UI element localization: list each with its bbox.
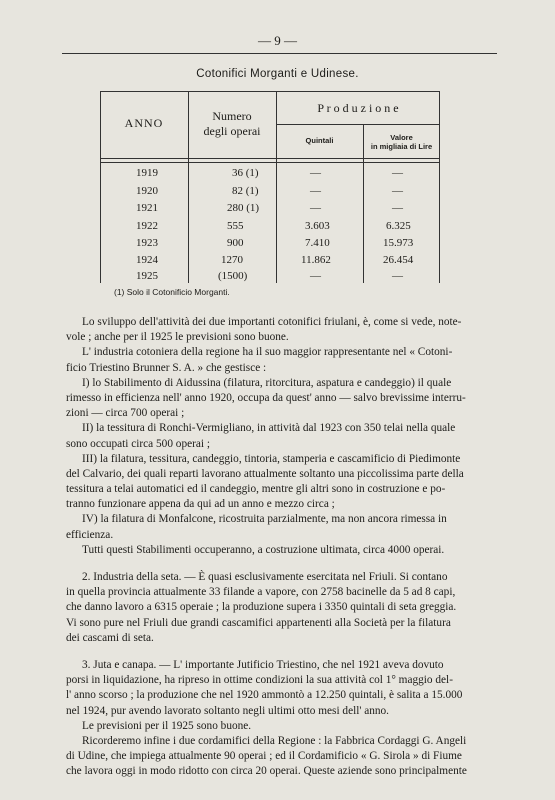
table-divider [100,162,440,163]
section-heading-line: 3. Juta e canapa. — L' importante Jutificio Triestino, che nel 1921 aveva dovuto [82,658,444,671]
cell-operai: 280 (1) [227,202,260,214]
text-line: zioni — circa 700 operai ; [66,407,185,420]
text-line: II) la tessitura di Ronchi-Vermigliano, in attività dal 1923 con 350 telai nella quale [82,422,456,435]
cell-anno: 1923 [136,237,158,249]
text-line: l' anno scorso ; la produzione che nel 1920 ammontò a 12.250 quintali, è salita a 15.000 [66,689,463,702]
cell-valore: 6.325 [386,220,411,232]
cell-operai: 555 [227,220,244,232]
cell-anno: 1924 [136,254,158,266]
cell-quintali: — [310,202,321,214]
text-line: sono occupati circa 500 operai ; [66,437,210,450]
cell-anno: 1921 [136,202,158,214]
body-text [66,315,498,779]
text-line: IV) la filatura di Monfalcone, ricostruita parzialmente, ma non ancora rimessa in [82,513,447,526]
text-line: che danno lavoro a 6315 operaie ; la produzione supera i 3350 quintali di seta greggia. [66,601,457,614]
header-quintali: Quintali [305,136,334,145]
text-line: tranno funzionare appena da qui ad un anno e mezzo circa ; [66,498,335,511]
text-line: Le previsioni per il 1925 sono buone. [82,719,252,732]
text-line: L' industria cotoniera della regione ha il suo maggior rappresentante nel « Cotoni- [82,346,453,359]
text-line: di Udine, che impiega attualmente 90 operai ; ed il Cordamificio « G. Sirola » di Fiume [66,750,462,763]
cell-quintali: 7.410 [305,237,330,249]
cell-anno: 1919 [136,167,158,179]
cell-valore: 15.973 [383,237,414,249]
page-number: — 9 — [258,33,297,48]
text-line: dei cascami di seta. [66,631,154,644]
table-divider [100,158,440,159]
cell-quintali: 3.603 [305,220,330,232]
cell-anno: 1920 [136,185,158,197]
header-rule [62,53,497,54]
cell-valore: 26.454 [383,254,414,266]
text-line: rimesso in efficienza nell' anno 1920, occupa da quest' anno — salvo brevissime interru- [66,391,466,404]
cell-operai: 1270 [221,254,243,266]
paragraph-gap [66,558,498,570]
table-footnote: (1) Solo il Cotonificio Morganti. [114,287,230,297]
text-line: tessitura a telai automatici ed il candeggio, mentre gli altri sono in costruzione e po- [66,483,446,496]
text-line: porsi in liquidazione, ha ripreso in ottime condizioni la sua attività col 1° maggio del- [66,674,453,687]
text-line: ficio Triestino Brunner S. A. » che gestisce : [66,361,267,374]
text-line: nel 1924, pur avendo lavorato soltanto negli ultimi otto mesi dell' anno. [66,704,389,717]
text-line: I) lo Stabilimento di Aidussina (filatura, ritorcitura, aspatura e candeggio) il quale [82,376,452,389]
paragraph-gap [66,646,498,658]
cell-quintali: — [310,185,321,197]
cell-operai: 82 (1) [232,185,259,197]
text-line: Lo sviluppo dell'attività dei due importanti cotonifici friulani, è, come si vede, note- [82,316,462,328]
cell-anno: 1925 [136,270,158,282]
table-divider [276,124,440,125]
header-valore-line1: Valore [390,133,413,142]
cell-valore: — [392,167,403,179]
cell-quintali: — [310,270,321,282]
cell-operai: 36 (1) [232,167,259,179]
header-valore-line2: in migliaia di Lire [370,142,433,151]
text-line: che lavora oggi in modo ridotto con circa 20 operai. Queste aziende sono principalmente [66,765,467,778]
text-line: in quella provincia attualmente 33 filande a vapore, con 2758 bacinelle da 5 ad 8 capi, [66,586,456,599]
cell-valore: — [392,202,403,214]
section-heading-line: 2. Industria della seta. — È quasi esclusivamente esercitata nel Friuli. Si contano [82,571,448,583]
cell-quintali: — [310,167,321,179]
text-line: del Calvario, dei quali reparti lavorano attualmente soltanto una piccolissima parte della [66,467,464,480]
text-line: efficienza. [66,528,114,541]
header-numero-line1: Numero [212,109,252,123]
text-line: III) la filatura, tessitura, candeggio, tintoria, stamperia e cascamificio di Piedimonte [82,452,461,465]
cell-operai: (1500) [218,270,248,282]
cell-operai: 900 [227,237,244,249]
cell-valore: — [392,270,403,282]
cell-valore: — [392,185,403,197]
cell-anno: 1922 [136,220,158,232]
text-line: vole ; anche per il 1925 le previsioni sono buone. [66,331,289,344]
table-divider [276,92,277,283]
text-line: Tutti questi Stabilimenti occuperanno, a costruzione ultimata, circa 4000 operai. [82,543,445,556]
table-divider [439,92,440,283]
production-table [100,91,440,283]
header-numero-line2: degli operai [203,124,261,138]
text-line: Ricorderemo infine i due cordamifici della Regione : la Fabbrica Cordaggi G. Angeli [82,734,467,747]
text-line: Vi sono pure nel Friuli due grandi cascamifici appartenenti alla Società per la filatura [66,616,451,629]
cell-quintali: 11.862 [301,254,331,266]
header-anno: ANNO [124,116,164,130]
header-produzione: P r o d u z i o n e [317,101,399,115]
table-caption: Cotonifici Morganti e Udinese. [196,68,359,80]
